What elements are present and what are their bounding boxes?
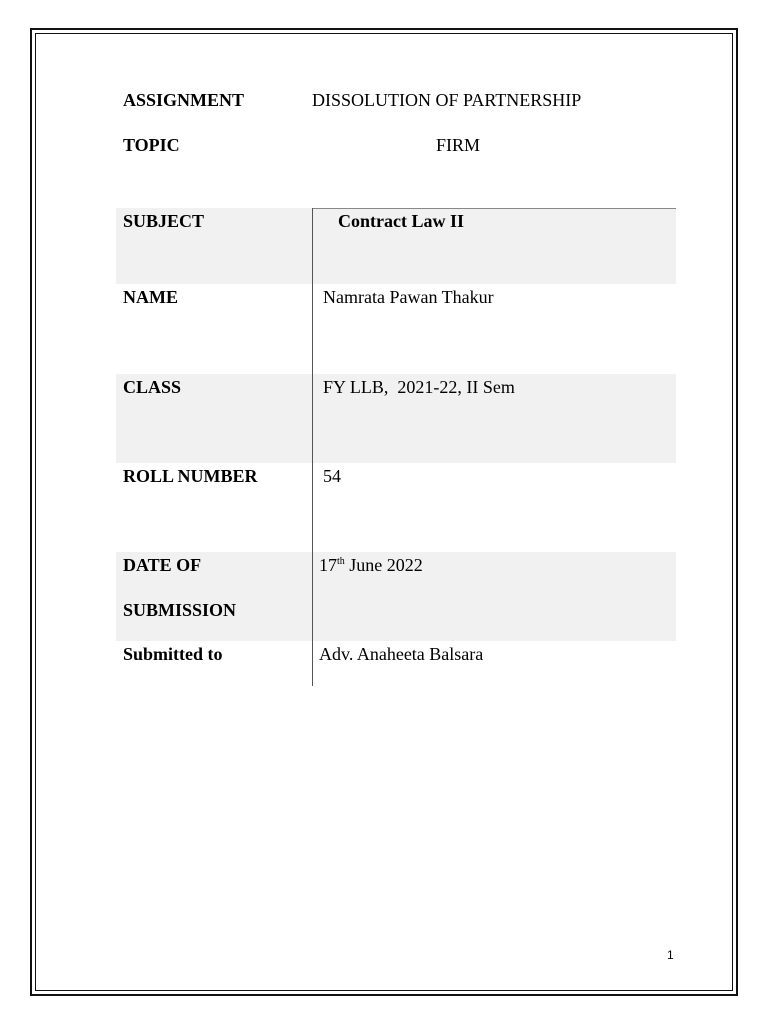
date-of-submission-value <box>312 552 676 641</box>
roll-number-value: 54 <box>323 466 341 486</box>
name-value: Namrata Pawan Thakur <box>323 287 494 307</box>
date-ordinal-suffix: th <box>337 556 345 567</box>
table-row-name <box>116 284 676 374</box>
topic-title-line2: FIRM <box>436 135 481 155</box>
date-label-line2: SUBMISSION <box>123 600 237 620</box>
table-row-roll-number <box>116 463 676 552</box>
class-label: CLASS <box>123 377 182 397</box>
submitted-to-label: Submitted to <box>123 644 223 664</box>
submitted-to-value: Adv. Anaheeta Balsara <box>319 644 484 664</box>
date-label-line1: DATE OF <box>123 555 202 575</box>
topic-label: TOPIC <box>123 135 180 155</box>
date-month-year: June 2022 <box>344 555 423 575</box>
date-of-submission-label <box>116 552 312 641</box>
table-row-class <box>116 374 676 463</box>
table-row-submitted-to <box>116 641 676 686</box>
details-table <box>116 208 676 686</box>
table-column-divider <box>312 208 313 686</box>
subject-value: Contract Law II <box>338 211 464 231</box>
table-row-subject <box>116 208 676 284</box>
table-top-border <box>312 208 676 209</box>
assignment-label: ASSIGNMENT <box>123 90 245 110</box>
topic-title-line1: DISSOLUTION OF PARTNERSHIP <box>312 90 582 110</box>
page-number: 1 <box>667 948 674 962</box>
class-value: FY LLB, 2021-22, II Sem <box>323 377 515 397</box>
roll-number-label: ROLL NUMBER <box>123 466 258 486</box>
name-label: NAME <box>123 287 178 307</box>
table-row-date-of-submission <box>116 552 676 641</box>
subject-label: SUBJECT <box>123 211 205 231</box>
date-day: 17 <box>319 555 337 575</box>
